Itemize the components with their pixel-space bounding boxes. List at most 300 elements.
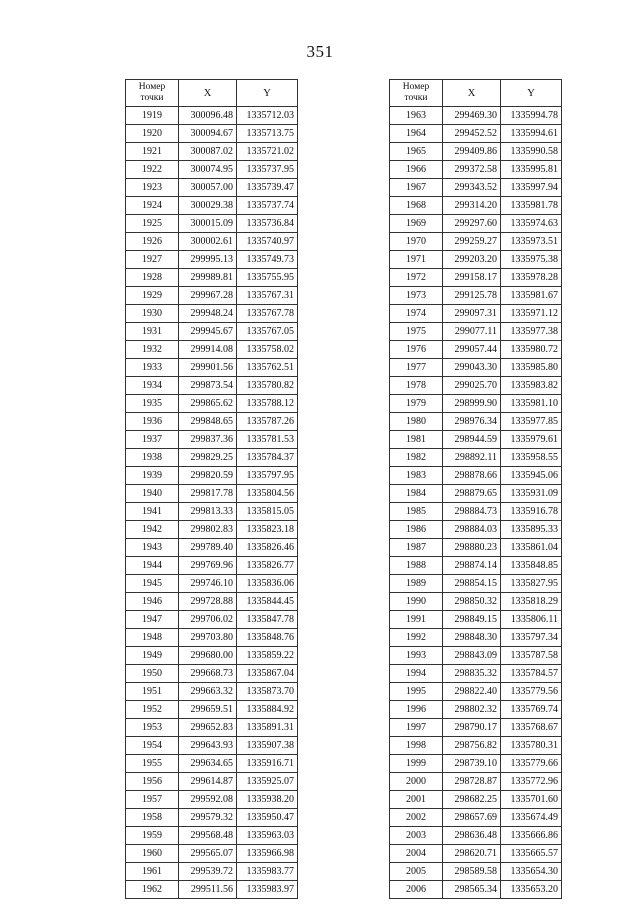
table-row [390, 575, 562, 593]
y-coordinate-cell: 1335737.95 [237, 161, 298, 179]
table-row [126, 431, 298, 449]
point-number-cell: 1934 [126, 377, 179, 395]
x-coordinate-cell: 299829.25 [179, 449, 237, 467]
table-header [390, 80, 562, 107]
y-coordinate-cell: 1335768.67 [501, 719, 562, 737]
y-coordinate-cell: 1335977.38 [501, 323, 562, 341]
point-number-cell: 1948 [126, 629, 179, 647]
x-coordinate-cell: 298854.15 [443, 575, 501, 593]
x-coordinate-cell: 299077.11 [443, 323, 501, 341]
y-coordinate-cell: 1335784.37 [237, 449, 298, 467]
y-coordinate-cell: 1335983.82 [501, 377, 562, 395]
table-row [126, 557, 298, 575]
x-coordinate-cell: 298848.30 [443, 629, 501, 647]
point-number-cell: 1992 [390, 629, 443, 647]
y-coordinate-cell: 1335665.57 [501, 845, 562, 863]
table-row [126, 683, 298, 701]
table-row [126, 287, 298, 305]
y-coordinate-cell: 1335779.56 [501, 683, 562, 701]
point-number-cell: 1920 [126, 125, 179, 143]
header-number-line1: Номер [138, 82, 166, 92]
table-row [126, 701, 298, 719]
x-coordinate-cell: 299945.67 [179, 323, 237, 341]
page-number: 351 [306, 42, 334, 61]
x-coordinate-cell: 299452.52 [443, 125, 501, 143]
y-coordinate-cell: 1335804.56 [237, 485, 298, 503]
table-row [390, 431, 562, 449]
point-number-cell: 1990 [390, 593, 443, 611]
table-row [390, 413, 562, 431]
table-row [390, 215, 562, 233]
point-number-cell: 1921 [126, 143, 179, 161]
x-coordinate-cell: 299820.59 [179, 467, 237, 485]
table-row [126, 305, 298, 323]
y-coordinate-cell: 1335925.07 [237, 773, 298, 791]
table-row [126, 449, 298, 467]
y-coordinate-cell: 1335779.66 [501, 755, 562, 773]
table-row [126, 107, 298, 125]
table-row [390, 161, 562, 179]
y-coordinate-cell: 1335797.34 [501, 629, 562, 647]
table-row [390, 305, 562, 323]
y-coordinate-cell: 1335867.04 [237, 665, 298, 683]
table-row [126, 521, 298, 539]
y-coordinate-cell: 1335818.29 [501, 593, 562, 611]
y-coordinate-cell: 1335985.80 [501, 359, 562, 377]
y-coordinate-cell: 1335931.09 [501, 485, 562, 503]
y-coordinate-cell: 1335978.28 [501, 269, 562, 287]
point-number-cell: 1996 [390, 701, 443, 719]
x-coordinate-cell: 299848.65 [179, 413, 237, 431]
x-coordinate-cell: 300087.02 [179, 143, 237, 161]
point-number-cell: 1919 [126, 107, 179, 125]
point-number-cell: 2003 [390, 827, 443, 845]
y-coordinate-cell: 1335977.85 [501, 413, 562, 431]
x-coordinate-cell: 298657.69 [443, 809, 501, 827]
x-coordinate-cell: 299873.54 [179, 377, 237, 395]
point-number-cell: 1971 [390, 251, 443, 269]
point-number-cell: 1955 [126, 755, 179, 773]
point-number-cell: 1975 [390, 323, 443, 341]
x-coordinate-cell: 299158.17 [443, 269, 501, 287]
table-row [390, 467, 562, 485]
y-coordinate-cell: 1335884.92 [237, 701, 298, 719]
x-coordinate-cell: 299634.65 [179, 755, 237, 773]
y-coordinate-cell: 1335654.30 [501, 863, 562, 881]
point-number-cell: 1972 [390, 269, 443, 287]
table-row [390, 539, 562, 557]
point-number-cell: 1978 [390, 377, 443, 395]
point-number-cell: 1988 [390, 557, 443, 575]
point-number-cell: 1930 [126, 305, 179, 323]
y-coordinate-cell: 1335891.31 [237, 719, 298, 737]
point-number-cell: 1925 [126, 215, 179, 233]
x-coordinate-cell: 299746.10 [179, 575, 237, 593]
coordinates-table-left [125, 79, 298, 899]
table-body-right [390, 107, 562, 899]
x-coordinate-cell: 299901.56 [179, 359, 237, 377]
header-row [126, 80, 298, 107]
y-coordinate-cell: 1335950.47 [237, 809, 298, 827]
x-coordinate-cell: 299568.48 [179, 827, 237, 845]
x-coordinate-cell: 300057.00 [179, 179, 237, 197]
table-row [390, 683, 562, 701]
table-row [126, 413, 298, 431]
point-number-cell: 1987 [390, 539, 443, 557]
point-number-cell: 1929 [126, 287, 179, 305]
y-coordinate-cell: 1335762.51 [237, 359, 298, 377]
x-coordinate-cell: 299297.60 [443, 215, 501, 233]
y-coordinate-cell: 1335983.97 [237, 881, 298, 899]
x-coordinate-cell: 299579.32 [179, 809, 237, 827]
table-row [390, 323, 562, 341]
x-coordinate-cell: 298878.66 [443, 467, 501, 485]
table-row [126, 323, 298, 341]
y-coordinate-cell: 1335990.58 [501, 143, 562, 161]
table-row [390, 773, 562, 791]
point-number-cell: 1997 [390, 719, 443, 737]
point-number-cell: 1976 [390, 341, 443, 359]
x-coordinate-cell: 299663.32 [179, 683, 237, 701]
point-number-cell: 1980 [390, 413, 443, 431]
table-row [126, 485, 298, 503]
x-coordinate-cell: 299837.36 [179, 431, 237, 449]
y-coordinate-cell: 1335847.78 [237, 611, 298, 629]
x-coordinate-cell: 300094.67 [179, 125, 237, 143]
y-coordinate-cell: 1335713.75 [237, 125, 298, 143]
table-row [390, 827, 562, 845]
y-coordinate-cell: 1335788.12 [237, 395, 298, 413]
point-number-cell: 1986 [390, 521, 443, 539]
y-coordinate-cell: 1335994.61 [501, 125, 562, 143]
header-y: Y [237, 80, 298, 107]
y-coordinate-cell: 1335945.06 [501, 467, 562, 485]
table-row [390, 233, 562, 251]
y-coordinate-cell: 1335983.77 [237, 863, 298, 881]
y-coordinate-cell: 1335653.20 [501, 881, 562, 899]
y-coordinate-cell: 1335767.05 [237, 323, 298, 341]
x-coordinate-cell: 298620.71 [443, 845, 501, 863]
y-coordinate-cell: 1335712.03 [237, 107, 298, 125]
x-coordinate-cell: 298849.15 [443, 611, 501, 629]
table-row [126, 845, 298, 863]
table-row [390, 845, 562, 863]
point-number-cell: 1932 [126, 341, 179, 359]
table-row [126, 575, 298, 593]
x-coordinate-cell: 298843.09 [443, 647, 501, 665]
point-number-cell: 1943 [126, 539, 179, 557]
y-coordinate-cell: 1335836.06 [237, 575, 298, 593]
point-number-cell: 1979 [390, 395, 443, 413]
point-number-cell: 1965 [390, 143, 443, 161]
x-coordinate-cell: 299967.28 [179, 287, 237, 305]
table-row [126, 881, 298, 899]
table-row [126, 791, 298, 809]
y-coordinate-cell: 1335995.81 [501, 161, 562, 179]
y-coordinate-cell: 1335979.61 [501, 431, 562, 449]
x-coordinate-cell: 298884.73 [443, 503, 501, 521]
x-coordinate-cell: 299539.72 [179, 863, 237, 881]
point-number-cell: 1946 [126, 593, 179, 611]
point-number-cell: 1928 [126, 269, 179, 287]
y-coordinate-cell: 1335737.74 [237, 197, 298, 215]
header-x: X [443, 80, 501, 107]
table-row [390, 611, 562, 629]
x-coordinate-cell: 298565.34 [443, 881, 501, 899]
table-body-left [126, 107, 298, 899]
point-number-cell: 1974 [390, 305, 443, 323]
x-coordinate-cell: 298822.40 [443, 683, 501, 701]
y-coordinate-cell: 1335859.22 [237, 647, 298, 665]
y-coordinate-cell: 1335895.33 [501, 521, 562, 539]
x-coordinate-cell: 299314.20 [443, 197, 501, 215]
y-coordinate-cell: 1335861.04 [501, 539, 562, 557]
table-row [126, 377, 298, 395]
point-number-cell: 1961 [126, 863, 179, 881]
point-number-cell: 1967 [390, 179, 443, 197]
x-coordinate-cell: 299643.93 [179, 737, 237, 755]
header-x: X [179, 80, 237, 107]
x-coordinate-cell: 299989.81 [179, 269, 237, 287]
point-number-cell: 1926 [126, 233, 179, 251]
point-number-cell: 1998 [390, 737, 443, 755]
table-row [126, 503, 298, 521]
x-coordinate-cell: 299203.20 [443, 251, 501, 269]
table-row [390, 809, 562, 827]
x-coordinate-cell: 298976.34 [443, 413, 501, 431]
header-number-line2: точки [404, 93, 428, 103]
header-row [390, 80, 562, 107]
x-coordinate-cell: 300002.61 [179, 233, 237, 251]
x-coordinate-cell: 299125.78 [443, 287, 501, 305]
point-number-cell: 1981 [390, 431, 443, 449]
table-row [390, 503, 562, 521]
y-coordinate-cell: 1335958.55 [501, 449, 562, 467]
point-number-cell: 1964 [390, 125, 443, 143]
y-coordinate-cell: 1335721.02 [237, 143, 298, 161]
table-row [390, 341, 562, 359]
y-coordinate-cell: 1335787.26 [237, 413, 298, 431]
table-row [390, 863, 562, 881]
y-coordinate-cell: 1335780.31 [501, 737, 562, 755]
x-coordinate-cell: 300096.48 [179, 107, 237, 125]
point-number-cell: 1966 [390, 161, 443, 179]
y-coordinate-cell: 1335736.84 [237, 215, 298, 233]
x-coordinate-cell: 299097.31 [443, 305, 501, 323]
x-coordinate-cell: 298944.59 [443, 431, 501, 449]
point-number-cell: 1995 [390, 683, 443, 701]
table-row [126, 269, 298, 287]
table-row [390, 377, 562, 395]
x-coordinate-cell: 299865.62 [179, 395, 237, 413]
x-coordinate-cell: 300029.38 [179, 197, 237, 215]
y-coordinate-cell: 1335739.47 [237, 179, 298, 197]
x-coordinate-cell: 298884.03 [443, 521, 501, 539]
x-coordinate-cell: 298682.25 [443, 791, 501, 809]
point-number-cell: 2001 [390, 791, 443, 809]
x-coordinate-cell: 299614.87 [179, 773, 237, 791]
table-row [126, 395, 298, 413]
point-number-cell: 1960 [126, 845, 179, 863]
point-number-cell: 1962 [126, 881, 179, 899]
x-coordinate-cell: 299703.80 [179, 629, 237, 647]
x-coordinate-cell: 298835.32 [443, 665, 501, 683]
y-coordinate-cell: 1335981.78 [501, 197, 562, 215]
x-coordinate-cell: 298892.11 [443, 449, 501, 467]
y-coordinate-cell: 1335666.86 [501, 827, 562, 845]
table-row [126, 251, 298, 269]
x-coordinate-cell: 299680.00 [179, 647, 237, 665]
x-coordinate-cell: 298636.48 [443, 827, 501, 845]
table-row [126, 827, 298, 845]
x-coordinate-cell: 299995.13 [179, 251, 237, 269]
table-row [126, 755, 298, 773]
x-coordinate-cell: 298739.10 [443, 755, 501, 773]
point-number-cell: 1949 [126, 647, 179, 665]
x-coordinate-cell: 299259.27 [443, 233, 501, 251]
table-row [390, 143, 562, 161]
x-coordinate-cell: 299469.30 [443, 107, 501, 125]
y-coordinate-cell: 1335916.71 [237, 755, 298, 773]
table-row [126, 611, 298, 629]
x-coordinate-cell: 298874.14 [443, 557, 501, 575]
y-coordinate-cell: 1335938.20 [237, 791, 298, 809]
point-number-cell: 2005 [390, 863, 443, 881]
point-number-cell: 2006 [390, 881, 443, 899]
table-row [390, 197, 562, 215]
table-row [126, 647, 298, 665]
x-coordinate-cell: 300074.95 [179, 161, 237, 179]
y-coordinate-cell: 1335997.94 [501, 179, 562, 197]
x-coordinate-cell: 299914.08 [179, 341, 237, 359]
table-row [390, 449, 562, 467]
y-coordinate-cell: 1335848.85 [501, 557, 562, 575]
x-coordinate-cell: 299659.51 [179, 701, 237, 719]
point-number-cell: 1927 [126, 251, 179, 269]
coordinates-table-right [389, 79, 562, 899]
table-row [126, 467, 298, 485]
y-coordinate-cell: 1335975.38 [501, 251, 562, 269]
x-coordinate-cell: 299565.07 [179, 845, 237, 863]
y-coordinate-cell: 1335780.82 [237, 377, 298, 395]
y-coordinate-cell: 1335848.76 [237, 629, 298, 647]
y-coordinate-cell: 1335781.53 [237, 431, 298, 449]
point-number-cell: 1942 [126, 521, 179, 539]
point-number-cell: 2002 [390, 809, 443, 827]
table-row [390, 791, 562, 809]
table-row [390, 395, 562, 413]
point-number-cell: 1999 [390, 755, 443, 773]
y-coordinate-cell: 1335758.02 [237, 341, 298, 359]
x-coordinate-cell: 299592.08 [179, 791, 237, 809]
point-number-cell: 1950 [126, 665, 179, 683]
table-row [390, 359, 562, 377]
y-coordinate-cell: 1335815.05 [237, 503, 298, 521]
y-coordinate-cell: 1335826.77 [237, 557, 298, 575]
y-coordinate-cell: 1335873.70 [237, 683, 298, 701]
point-number-cell: 1957 [126, 791, 179, 809]
table-row [390, 485, 562, 503]
x-coordinate-cell: 299668.73 [179, 665, 237, 683]
point-number-cell: 1939 [126, 467, 179, 485]
point-number-cell: 1984 [390, 485, 443, 503]
y-coordinate-cell: 1335971.12 [501, 305, 562, 323]
y-coordinate-cell: 1335973.51 [501, 233, 562, 251]
x-coordinate-cell: 299343.52 [443, 179, 501, 197]
point-number-cell: 1963 [390, 107, 443, 125]
header-point-number [390, 80, 443, 107]
x-coordinate-cell: 299057.44 [443, 341, 501, 359]
table-row [126, 863, 298, 881]
table-row [390, 701, 562, 719]
x-coordinate-cell: 298756.82 [443, 737, 501, 755]
point-number-cell: 1968 [390, 197, 443, 215]
y-coordinate-cell: 1335980.72 [501, 341, 562, 359]
point-number-cell: 1924 [126, 197, 179, 215]
table-row [390, 647, 562, 665]
point-number-cell: 1953 [126, 719, 179, 737]
y-coordinate-cell: 1335966.98 [237, 845, 298, 863]
point-number-cell: 1945 [126, 575, 179, 593]
table-row [126, 593, 298, 611]
point-number-cell: 1941 [126, 503, 179, 521]
table-row [390, 179, 562, 197]
x-coordinate-cell: 299813.33 [179, 503, 237, 521]
point-number-cell: 1940 [126, 485, 179, 503]
table-row [126, 161, 298, 179]
y-coordinate-cell: 1335784.57 [501, 665, 562, 683]
x-coordinate-cell: 298850.32 [443, 593, 501, 611]
x-coordinate-cell: 299817.78 [179, 485, 237, 503]
x-coordinate-cell: 298999.90 [443, 395, 501, 413]
header-number-line1: Номер [402, 82, 430, 92]
point-number-cell: 1994 [390, 665, 443, 683]
point-number-cell: 1947 [126, 611, 179, 629]
point-number-cell: 1983 [390, 467, 443, 485]
table-row [126, 341, 298, 359]
x-coordinate-cell: 298728.87 [443, 773, 501, 791]
point-number-cell: 1922 [126, 161, 179, 179]
point-number-cell: 1952 [126, 701, 179, 719]
point-number-cell: 1936 [126, 413, 179, 431]
table-row [390, 593, 562, 611]
table-row [126, 719, 298, 737]
table-row [126, 629, 298, 647]
table-row [390, 107, 562, 125]
point-number-cell: 1935 [126, 395, 179, 413]
point-number-cell: 1973 [390, 287, 443, 305]
table-row [390, 521, 562, 539]
table-row [390, 737, 562, 755]
point-number-cell: 1958 [126, 809, 179, 827]
point-number-cell: 2000 [390, 773, 443, 791]
y-coordinate-cell: 1335749.73 [237, 251, 298, 269]
table-row [390, 125, 562, 143]
table-row [390, 755, 562, 773]
point-number-cell: 1923 [126, 179, 179, 197]
point-number-cell: 2004 [390, 845, 443, 863]
table-row [126, 125, 298, 143]
point-number-cell: 1982 [390, 449, 443, 467]
table-row [126, 215, 298, 233]
y-coordinate-cell: 1335755.95 [237, 269, 298, 287]
table-row [126, 539, 298, 557]
table-row [390, 629, 562, 647]
table-row [390, 881, 562, 899]
x-coordinate-cell: 298879.65 [443, 485, 501, 503]
table-row [126, 179, 298, 197]
y-coordinate-cell: 1335674.49 [501, 809, 562, 827]
